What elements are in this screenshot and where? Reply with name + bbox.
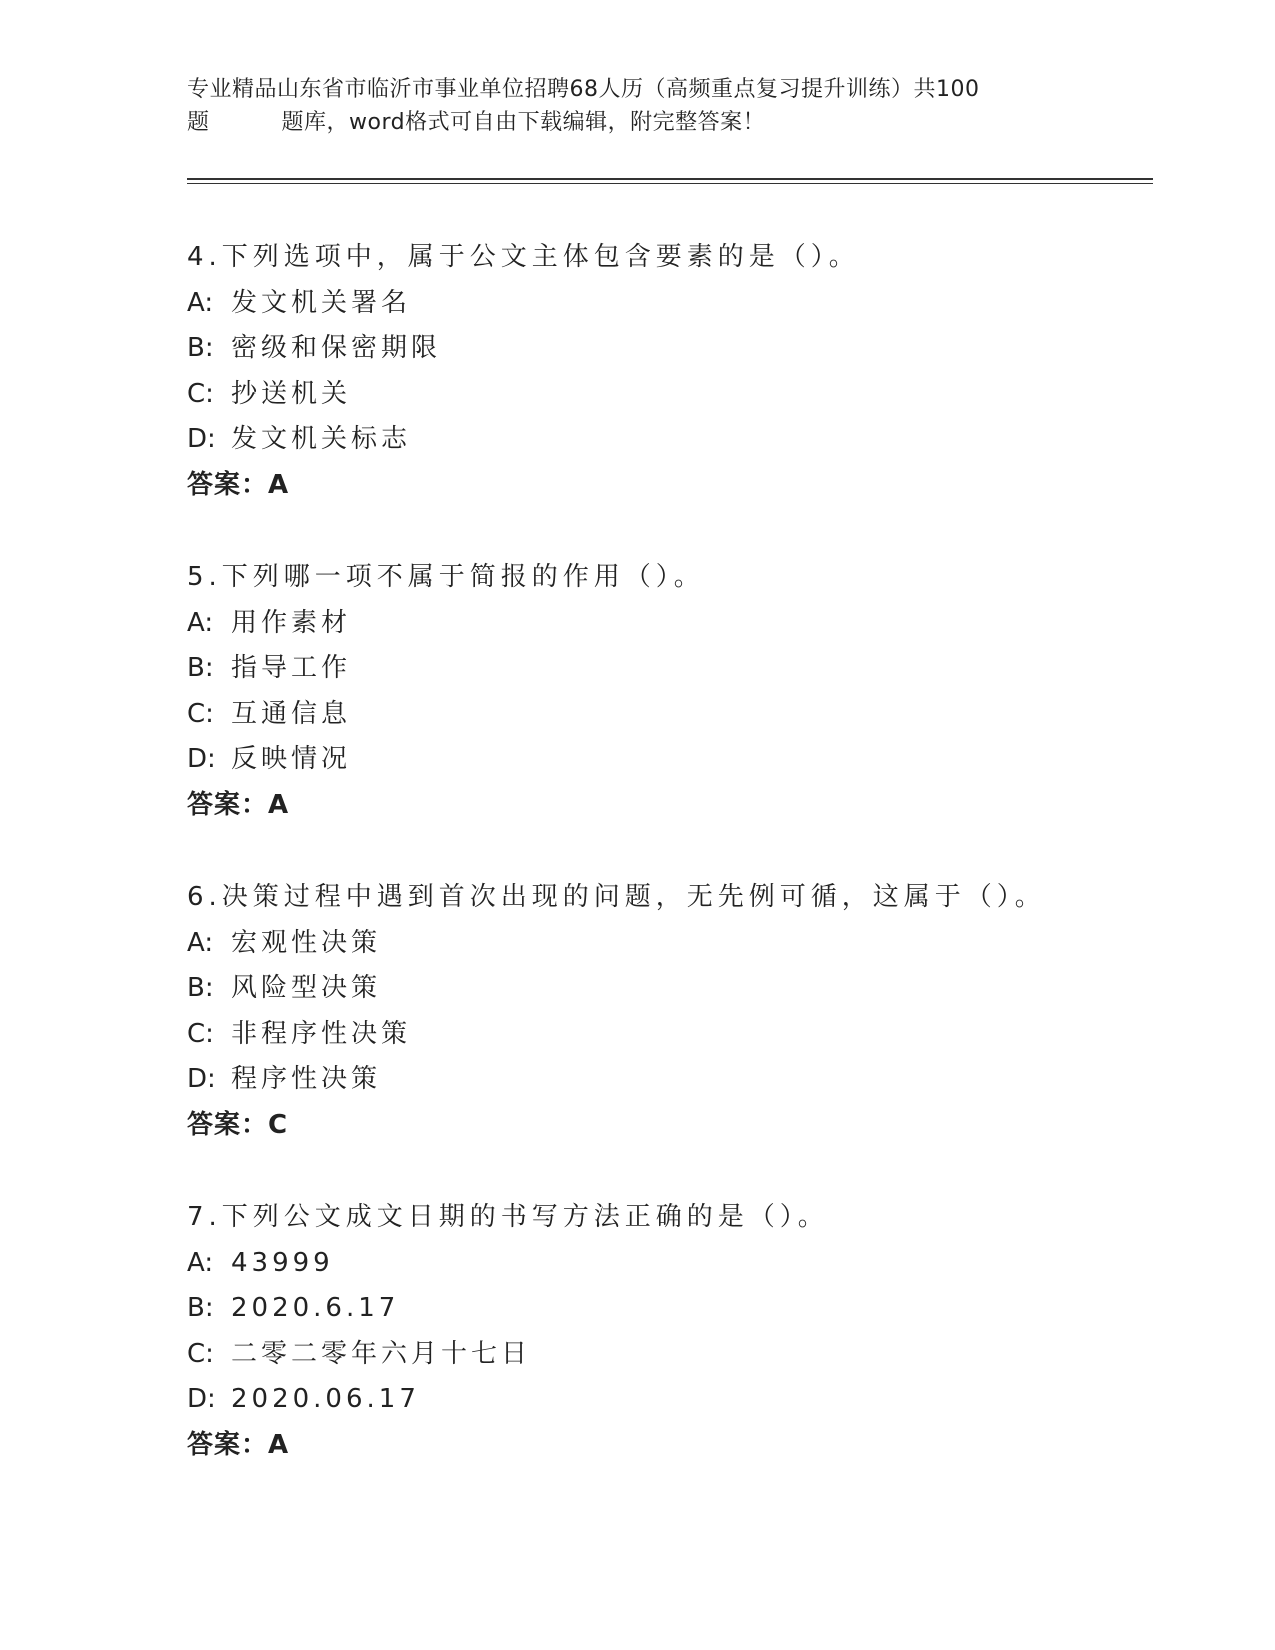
option-label: D: xyxy=(187,1384,216,1414)
option-text: 用作素材 xyxy=(231,607,352,638)
document-header xyxy=(187,73,1087,139)
question-stem: 7.下列公文成文日期的书写方法正确的是（）。 xyxy=(187,1202,829,1232)
option-text: 密级和保密期限 xyxy=(231,333,442,363)
option-a xyxy=(187,1241,1167,1287)
option-label: B: xyxy=(187,1293,214,1323)
question-stem: 4.下列选项中，属于公文主体包含要素的是（）。 xyxy=(187,242,860,272)
question-item xyxy=(187,235,1167,555)
option-text: 指导工作 xyxy=(231,653,352,683)
option-b xyxy=(187,966,1167,1012)
option-label: B: xyxy=(187,973,214,1003)
option-label: C: xyxy=(187,698,214,729)
option-a xyxy=(187,601,1167,647)
option-text: 非程序性决策 xyxy=(231,1018,412,1049)
option-c xyxy=(187,1012,1167,1058)
header-subtitle-line xyxy=(187,106,1087,139)
option-c xyxy=(187,1332,1167,1378)
option-d xyxy=(187,1057,1167,1103)
option-text: 风险型决策 xyxy=(231,973,382,1003)
question-item xyxy=(187,555,1167,875)
option-b xyxy=(187,646,1167,692)
option-label: C: xyxy=(187,378,214,409)
header-subtitle-left: 题 xyxy=(187,110,210,135)
question-item xyxy=(187,875,1167,1195)
option-label: C: xyxy=(187,1338,214,1369)
answer-line: 答案：C xyxy=(187,1109,289,1140)
option-label: D: xyxy=(187,744,216,774)
option-label: A: xyxy=(187,927,214,958)
option-d xyxy=(187,417,1167,463)
header-subtitle-right: 题库，word格式可自由下载编辑，附完整答案！ xyxy=(281,110,766,135)
option-label: D: xyxy=(187,424,216,454)
option-label: A: xyxy=(187,287,214,318)
option-text: 抄送机关 xyxy=(231,378,352,409)
option-label: D: xyxy=(187,1064,216,1094)
option-label: B: xyxy=(187,653,214,683)
question-list xyxy=(187,235,1167,1515)
option-text: 二零二零年六月十七日 xyxy=(231,1338,532,1369)
option-b xyxy=(187,326,1167,372)
option-label: C: xyxy=(187,1018,214,1049)
header-divider-thick xyxy=(187,178,1153,180)
question-stem: 5.下列哪一项不属于简报的作用（）。 xyxy=(187,562,705,592)
option-label: A: xyxy=(187,607,214,638)
question-stem: 6.决策过程中遇到首次出现的问题，无先例可循，这属于（）。 xyxy=(187,882,1046,912)
option-d xyxy=(187,737,1167,783)
answer-line: 答案：A xyxy=(187,789,290,820)
option-text: 发文机关标志 xyxy=(231,424,412,454)
answer-line: 答案：A xyxy=(187,469,290,500)
option-label: A: xyxy=(187,1247,214,1278)
option-b xyxy=(187,1286,1167,1332)
option-a xyxy=(187,921,1167,967)
option-text: 互通信息 xyxy=(231,698,352,729)
option-c xyxy=(187,372,1167,418)
answer-line: 答案：A xyxy=(187,1429,290,1460)
option-c xyxy=(187,692,1167,738)
option-text: 2020.06.17 xyxy=(231,1384,420,1414)
option-d xyxy=(187,1377,1167,1423)
option-a xyxy=(187,281,1167,327)
header-divider-thin xyxy=(187,183,1153,184)
option-text: 2020.6.17 xyxy=(231,1293,400,1323)
header-title-line: 专业精品山东省市临沂市事业单位招聘68人历（高频重点复习提升训练）共100 xyxy=(187,77,980,102)
option-text: 反映情况 xyxy=(231,744,352,774)
option-text: 宏观性决策 xyxy=(231,927,382,958)
question-item xyxy=(187,1195,1167,1515)
option-text: 43999 xyxy=(231,1247,334,1278)
option-label: B: xyxy=(187,333,214,363)
option-text: 程序性决策 xyxy=(231,1064,382,1094)
option-text: 发文机关署名 xyxy=(231,287,412,318)
